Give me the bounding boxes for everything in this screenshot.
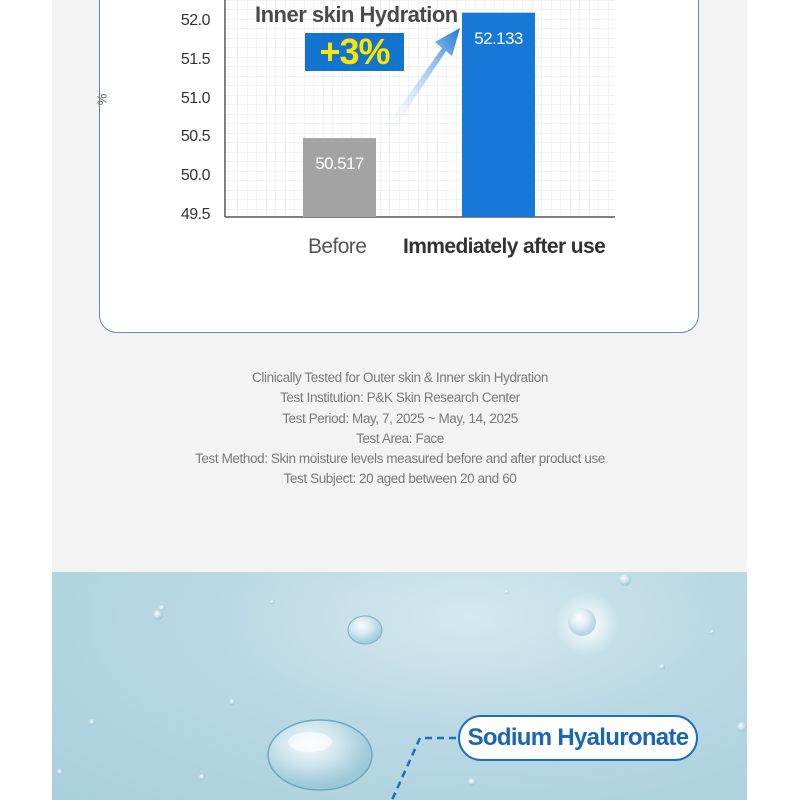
y-tick-label: 51.0	[180, 89, 210, 107]
chart-title: Inner skin Hydration	[255, 2, 458, 27]
bar-0	[303, 138, 376, 217]
y-tick-label: 50.5	[180, 128, 210, 146]
bar-value-label: 52.133	[474, 28, 523, 48]
dashed-connector	[392, 738, 456, 800]
chart-grid	[226, 0, 615, 216]
footnote-line: Clinically Tested for Outer skin & Inner skin Hydration	[252, 370, 548, 385]
ingredient-label: Sodium Hyaluronate	[458, 715, 698, 761]
droplets-graphic	[52, 572, 747, 800]
water-droplets-image	[52, 572, 747, 800]
footnote-line: Test Institution: P&K Skin Research Center	[280, 390, 520, 406]
study-footnote	[0, 368, 800, 490]
x-label-after: Immediately after use	[403, 235, 606, 258]
y-tick-label: 51.5	[180, 50, 210, 68]
footnote-line: Test Method: Skin moisture levels measured before and after product use	[195, 451, 605, 467]
y-axis-unit: %	[94, 93, 110, 106]
footnote-line: Test Subject: 20 aged between 20 and 60	[283, 471, 517, 487]
y-tick-label: 50.0	[180, 167, 210, 185]
y-tick-label: 49.5	[180, 206, 210, 223]
increase-badge: +3%	[305, 33, 404, 71]
y-tick-label: 52.0	[180, 12, 210, 29]
footnote-line: Test Period: May, 7, 2025 ~ May, 14, 2025	[282, 410, 518, 426]
footnote-line: Test Area: Face	[356, 430, 444, 446]
bar-value-label: 50.517	[315, 154, 364, 174]
x-label-before: Before	[308, 235, 367, 258]
